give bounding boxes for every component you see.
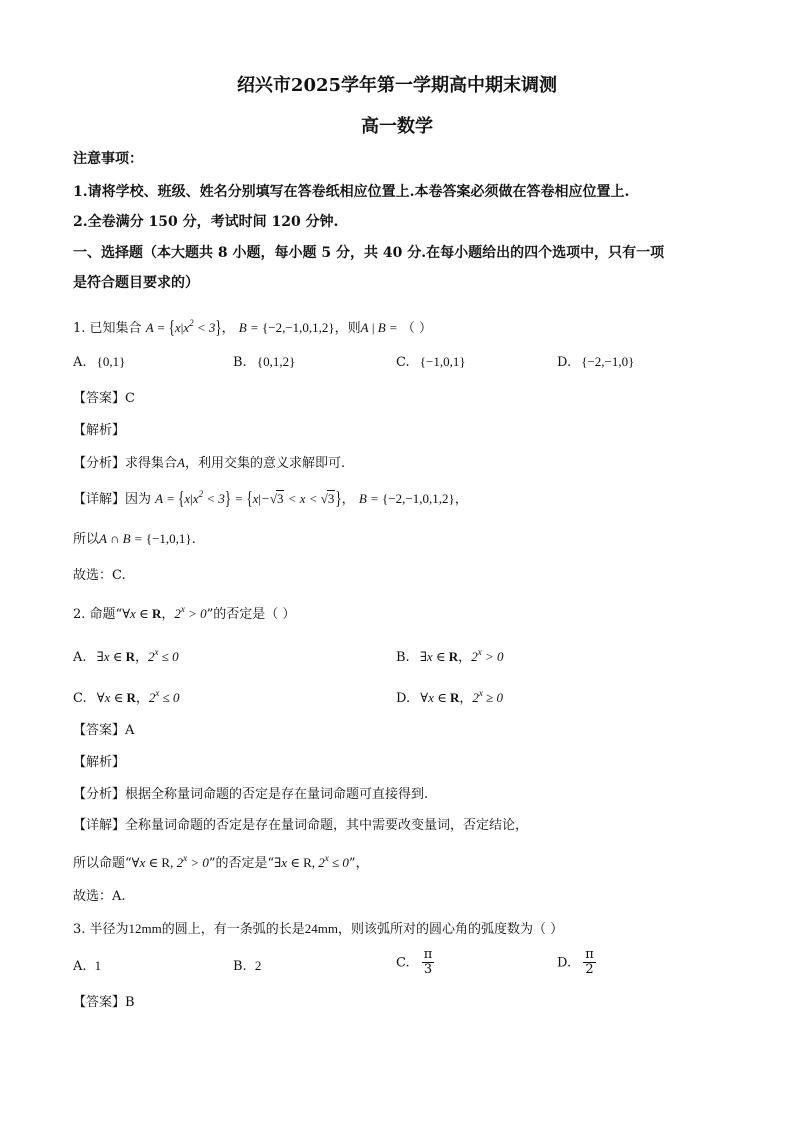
- notes-heading: 注意事项：: [73, 151, 143, 167]
- q1-conclusion: [73, 531, 196, 548]
- q3-option-d[interactable]: [557, 948, 596, 978]
- q2-fenxi-text: 根据全称量词命题的否定是存在量词命题可直接得到.: [125, 787, 429, 802]
- q1-expr: A | B =: [360, 320, 398, 335]
- q1-option-c-label: C.: [396, 355, 410, 370]
- q2-choose-value: A.: [112, 889, 126, 904]
- q3-option-b[interactable]: [233, 958, 261, 975]
- q2-prefix: 2. 命题“: [73, 607, 123, 622]
- q3-option-c[interactable]: [396, 948, 434, 978]
- q3-option-b-label: B.: [233, 959, 247, 974]
- q1-answer-value: C: [125, 391, 135, 406]
- detail-tag: 【详解】: [73, 818, 126, 833]
- q2-conclusion-math-2: ∃x ∈ R, $2^x \le 0$: [274, 853, 349, 870]
- section-heading-line2: 是符合题目要求的）: [73, 275, 199, 291]
- q2-option-b-label: B.: [396, 650, 410, 665]
- q2-analysis-tag: 【解析】: [73, 755, 126, 770]
- q3-suffix: ，则该弧所对的圆心角的弧度数为（ ）: [338, 922, 564, 937]
- q3-option-c-label: C.: [396, 955, 410, 971]
- q2-stem: [73, 604, 295, 623]
- q3-option-d-label: D.: [557, 955, 572, 971]
- q3-option-a-value: 1: [94, 958, 102, 973]
- q1-choose-value: C.: [112, 568, 126, 583]
- q1-detail-comma: ，: [341, 492, 355, 507]
- q2-statement: ∀x ∈ R，$2^x > 0$: [122, 604, 207, 621]
- q1-detail: 【详解】因为 $A = \{x|x^2 < 3\} = \{x|-√3 < x < √3\}$， B = {−2,−1,0,1,2}，: [73, 487, 468, 509]
- q3-option-d-den: 2: [585, 962, 594, 978]
- q1-option-a-value: {0,1}: [96, 354, 126, 369]
- q1-option-b[interactable]: [233, 354, 295, 371]
- q3-radius: 12mm: [128, 921, 162, 936]
- q2-conclusion-math-1: ∀x ∈ R, $2^x > 0$: [131, 853, 209, 870]
- q2-option-c-label: C.: [73, 691, 87, 706]
- q3-option-a[interactable]: [73, 958, 101, 975]
- q1-conclusion-math: A ∩ B = {−1,0,1}: [99, 531, 192, 546]
- q1-detail-set-b: B = {−2,−1,0,1,2}: [358, 491, 455, 506]
- q3-answer: [73, 995, 135, 1011]
- q3-option-c-fraction: [422, 948, 435, 978]
- q2-suffix: ”的否定是（ ）: [206, 607, 296, 622]
- q2-option-d[interactable]: [396, 688, 503, 707]
- section-heading-line1: 一、选择题（本大题共 8 小题，每小题 5 分，共 40 分.在每小题给出的四个选项中，只有一项: [73, 245, 665, 261]
- q3-arc-length: 24mm: [304, 921, 339, 936]
- notes-item-2: 2.全卷满分 150 分，考试时间 120 分钟.: [73, 214, 339, 230]
- q3-option-c-den: 3: [423, 962, 433, 978]
- q2-conclusion-suffix: ”，: [348, 856, 369, 871]
- choose-tag: 故选：: [73, 889, 113, 904]
- q3-option-d-num: π: [585, 947, 594, 962]
- q2-option-d-value: ∀x ∈ R，$2^x \ge 0$: [420, 688, 504, 705]
- q2-option-b-value: ∃x ∈ R，$2^x > 0$: [419, 647, 504, 664]
- notes-item-1: 1.请将学校、班级、姓名分别填写在答卷纸相应位置上.本卷答案必须做在答卷相应位置上.: [73, 184, 630, 200]
- q2-option-b[interactable]: [396, 647, 503, 666]
- fenxi-tag: 【分析】: [73, 456, 126, 471]
- q1-stem: [73, 318, 432, 337]
- choose-tag: 故选：: [73, 568, 113, 583]
- fenxi-tag: 【分析】: [73, 787, 126, 802]
- q3-prefix: 3. 半径为: [73, 922, 129, 937]
- q1-option-a[interactable]: [73, 354, 125, 371]
- q1-fenxi-text: 求得集合: [125, 456, 178, 471]
- q1-conclusion-suffix: .: [191, 532, 196, 547]
- answer-tag: 【答案】: [73, 391, 126, 406]
- q1-set-b: B = {−2,−1,0,1,2}: [238, 320, 335, 335]
- q1-option-c-value: {−1,0,1}: [419, 354, 466, 369]
- answer-tag: 【答案】: [73, 723, 126, 738]
- q2-conclusion: [73, 853, 369, 872]
- q1-option-c[interactable]: [396, 354, 466, 371]
- q2-conclusion-mid: ”的否定是“: [208, 856, 275, 871]
- q1-analysis-tag: 【解析】: [73, 423, 126, 438]
- q2-fenxi: [73, 787, 428, 803]
- q1-option-a-label: A.: [73, 355, 87, 370]
- exam-title: 绍兴市2025学年第一学期高中期末调测: [236, 75, 558, 96]
- q2-option-a-value: ∃x ∈ R，$2^x \le 0$: [96, 647, 179, 664]
- q2-option-d-label: D.: [396, 691, 411, 706]
- q3-stem: [73, 921, 563, 938]
- q2-detail: [73, 818, 528, 834]
- q1-conclusion-prefix: 所以: [73, 532, 100, 547]
- q1-fenxi-rest: ，利用交集的意义求解即可.: [184, 456, 346, 471]
- q1-then: ，则: [334, 321, 361, 336]
- q1-option-d[interactable]: [557, 354, 634, 371]
- q1-fenxi: [73, 455, 345, 472]
- q3-option-c-num: π: [423, 947, 433, 962]
- q3-option-d-fraction: [583, 948, 596, 978]
- q1-set-a: $A = \{x|x^2 < 3\}$: [145, 316, 222, 338]
- q1-detail-prefix: 因为: [125, 492, 152, 507]
- q1-fenxi-var: A: [177, 455, 185, 470]
- q1-choose: [73, 568, 126, 584]
- q1-option-b-label: B.: [233, 355, 247, 370]
- q1-option-b-value: {0,1,2}: [256, 354, 296, 369]
- q1-option-d-value: {−2,−1,0}: [581, 354, 635, 369]
- q1-prefix: 1. 已知集合: [73, 321, 142, 336]
- q1-detail-math: $A = \{x|x^2 < 3\} = \{x|-√3 < x < √3\}$: [155, 487, 342, 509]
- q3-answer-value: B: [125, 995, 135, 1010]
- q2-detail-text: 全称量词命题的否定是存在量词命题，其中需要改变量词，否定结论，: [125, 818, 529, 833]
- q1-paren: （ ）: [401, 321, 432, 336]
- q2-answer: [73, 723, 134, 739]
- q3-option-b-value: 2: [254, 958, 262, 973]
- q3-option-a-label: A.: [73, 959, 87, 974]
- q2-option-a[interactable]: [73, 647, 179, 666]
- q2-option-a-label: A.: [73, 650, 87, 665]
- q1-comma: ，: [221, 321, 235, 336]
- q3-mid: 的圆上，有一条弧的长是: [161, 922, 305, 937]
- q2-answer-value: A: [125, 723, 135, 738]
- q2-conclusion-prefix: 所以命题“: [73, 856, 132, 871]
- q2-choose: [73, 889, 126, 905]
- q1-answer: [73, 391, 135, 407]
- q2-option-c-value: ∀x ∈ R，$2^x \le 0$: [96, 688, 180, 705]
- q1-option-d-label: D.: [557, 355, 572, 370]
- answer-tag: 【答案】: [73, 995, 126, 1010]
- detail-tag: 【详解】: [73, 492, 126, 507]
- exam-subtitle: 高一数学: [361, 116, 433, 137]
- q2-option-c[interactable]: [73, 688, 180, 707]
